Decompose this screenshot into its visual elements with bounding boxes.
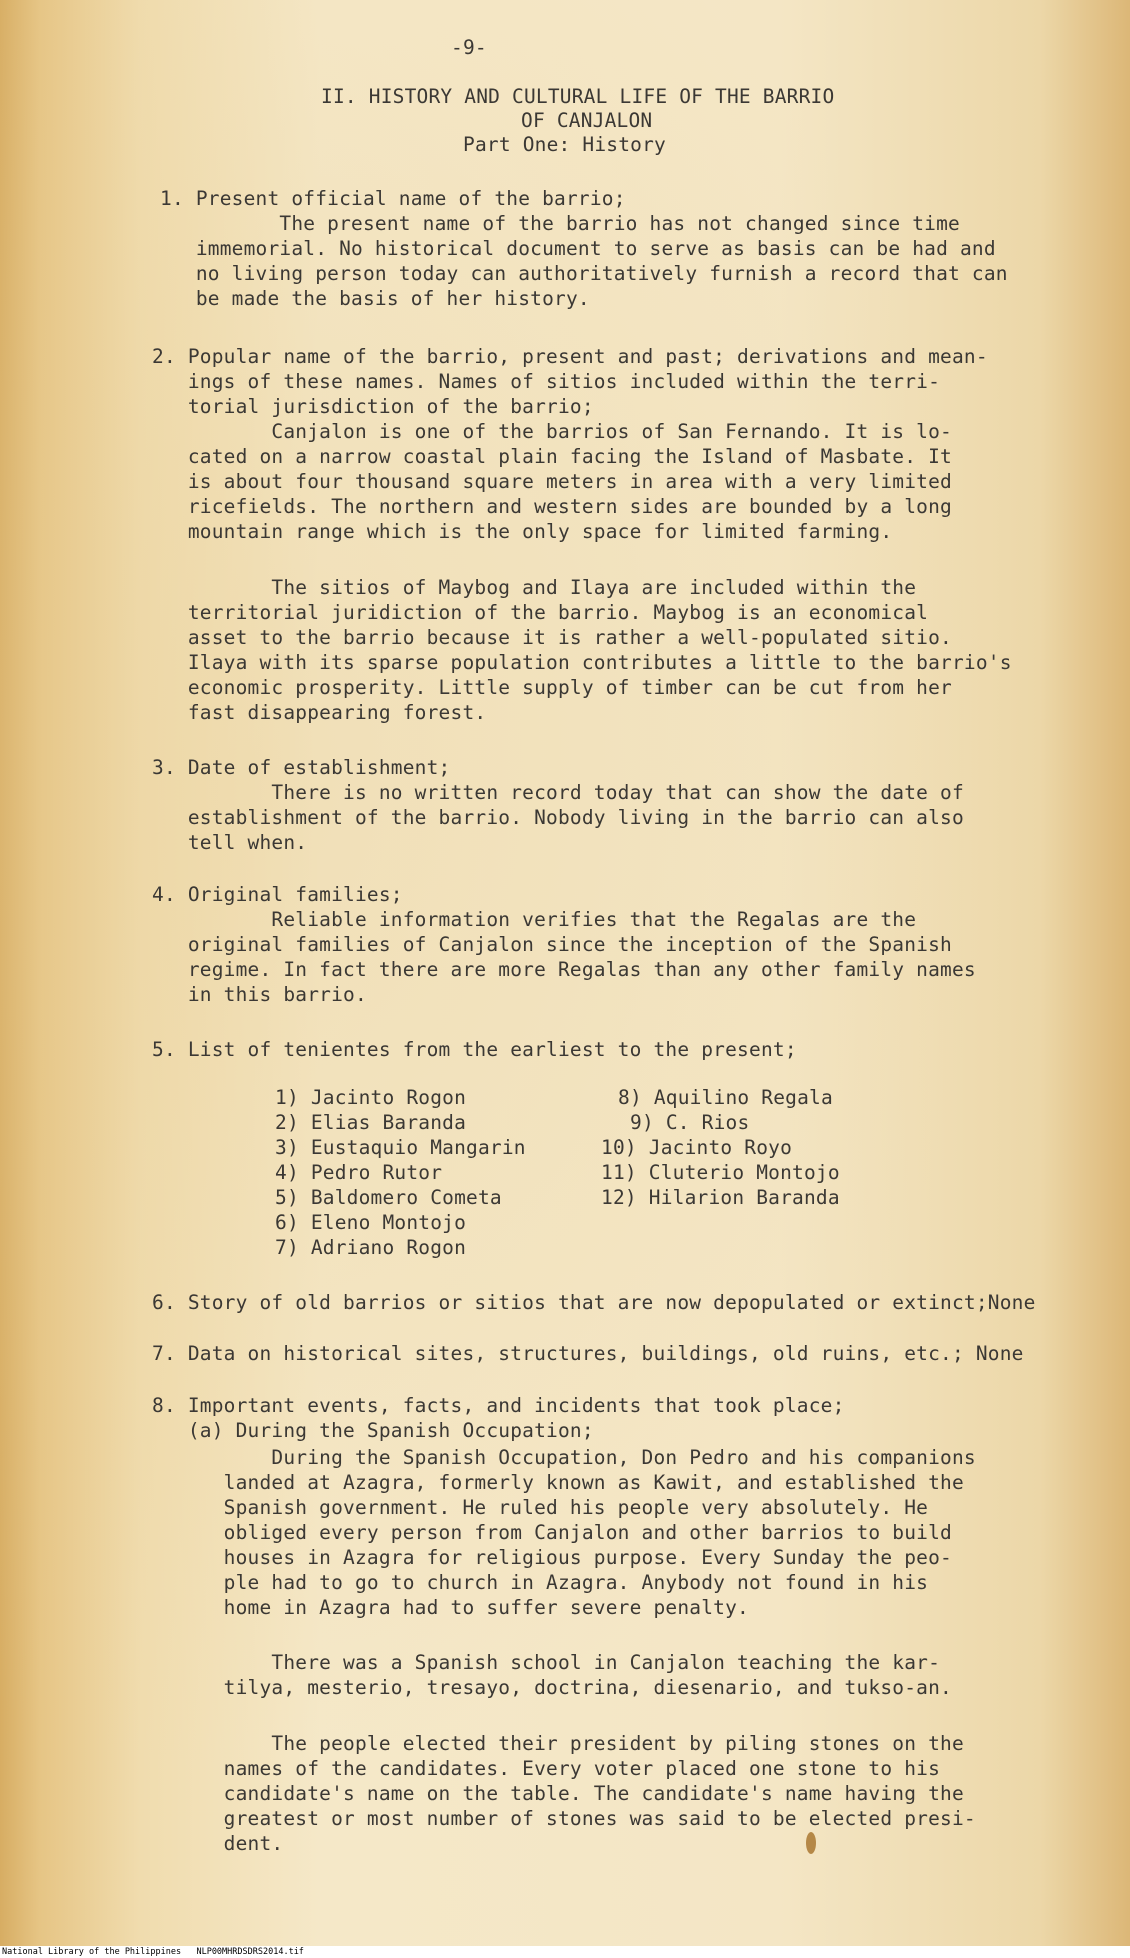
teniente-11: 11) Cluterio Montojo: [601, 1161, 840, 1184]
section-4-line-2: Reliable information verifies that the Regalas are the: [152, 908, 917, 931]
teniente-9: 9) C. Rios: [630, 1111, 750, 1134]
teniente-2: 2) Elias Baranda: [275, 1111, 467, 1134]
item-8-line-8: ple had to go to church in Azagra. Anybody not found in his: [152, 1571, 929, 1594]
item-6: 6. Story of old barrios or sitios that are now depopulated or extinct;None: [152, 1291, 1036, 1314]
section-1-line-2: The present name of the barrio has not changed since time: [160, 212, 960, 235]
section-2-line-3: torial jurisdiction of the barrio;: [152, 395, 594, 418]
item-8-para3-line-2: names of the candidates. Every voter placed one stone to his: [152, 1757, 941, 1780]
section-1-line-1: 1. Present official name of the barrio;: [160, 187, 626, 210]
teniente-5: 5) Baldomero Cometa: [275, 1186, 502, 1209]
item-8-line-9: home in Azagra had to suffer severe penalty.: [152, 1596, 749, 1619]
teniente-8: 8) Aquilino Regala: [618, 1086, 833, 1109]
section-4-line-1: 4. Original families;: [152, 883, 403, 906]
title-line-1: II. HISTORY AND CULTURAL LIFE OF THE BARRIO: [321, 85, 835, 108]
item-8-para3-line-4: greatest or most number of stones was said to be elected presi-: [152, 1807, 976, 1830]
page-number: -9-: [451, 36, 487, 59]
section-4-line-5: in this barrio.: [152, 983, 367, 1006]
scan-footer: [0, 1946, 1130, 1958]
section-2-line-5: cated on a narrow coastal plain facing the Island of Masbate. It: [152, 445, 952, 468]
section-2b-line-6: fast disappearing forest.: [152, 701, 487, 724]
item-8-para3-line-1: The people elected their president by piling stones on the: [152, 1732, 964, 1755]
item-8-para2-line-1: There was a Spanish school in Canjalon teaching the kar-: [152, 1651, 941, 1674]
teniente-12: 12) Hilarion Baranda: [601, 1186, 840, 1209]
section-2-line-6: is about four thousand square meters in area with a very limited: [152, 470, 952, 493]
item-8-line-5: Spanish government. He ruled his people very absolutely. He: [152, 1496, 929, 1519]
item-8-line-2: (a) During the Spanish Occupation;: [152, 1419, 594, 1442]
section-3-line-3: establishment of the barrio. Nobody living in the barrio can also: [152, 806, 964, 829]
section-4-line-3: original families of Canjalon since the inception of the Spanish: [152, 933, 952, 956]
section-2b-line-3: asset to the barrio because it is rather a well-populated sitio.: [152, 626, 952, 649]
section-2b-line-2: territorial juridiction of the barrio. Maybog is an economical: [152, 601, 929, 624]
footer-text: National Library of the Philippines NLP00MHRDSDRS2014.tif: [2, 1947, 304, 1957]
section-2b-line-4: Ilaya with its sparse population contributes a little to the barrio's: [152, 651, 1012, 674]
section-4-line-4: regime. In fact there are more Regalas than any other family names: [152, 958, 976, 981]
section-3-line-4: tell when.: [152, 831, 308, 854]
item-8-line-1: 8. Important events, facts, and incidents that took place;: [152, 1394, 845, 1417]
item-8-line-4: landed at Azagra, formerly known as Kawit, and established the: [152, 1471, 964, 1494]
section-3-line-2: There is no written record today that can show the date of: [152, 781, 964, 804]
teniente-10: 10) Jacinto Royo: [601, 1136, 793, 1159]
item-8-para3-line-3: candidate's name on the table. The candidate's name having the: [152, 1782, 964, 1805]
section-2-line-4: Canjalon is one of the barrios of San Fernando. It is lo-: [152, 420, 952, 443]
ink-blot: [806, 1832, 816, 1854]
section-2-line-7: ricefields. The northern and western sides are bounded by a long: [152, 495, 952, 518]
teniente-6: 6) Eleno Montojo: [275, 1211, 467, 1234]
item-8-para2-line-2: tilya, mesterio, tresayo, doctrina, diesenario, and tukso-an.: [152, 1676, 952, 1699]
title-line-3: Part One: History: [463, 133, 666, 156]
section-2b-line-5: economic prosperity. Little supply of timber can be cut from her: [152, 676, 952, 699]
teniente-3: 3) Eustaquio Mangarin: [275, 1136, 526, 1159]
teniente-1: 1) Jacinto Rogon: [275, 1086, 467, 1109]
section-1-line-4: no living person today can authoritatively furnish a record that can: [160, 262, 1008, 285]
item-7: 7. Data on historical sites, structures, buildings, old ruins, etc.; None: [152, 1342, 1024, 1365]
title-line-2: OF CANJALON: [521, 109, 653, 132]
section-2-line-2: ings of these names. Names of sitios included within the terri-: [152, 370, 941, 393]
section-1-line-3: immemorial. No historical document to serve as basis can be had and: [160, 237, 996, 260]
item-8-line-7: houses in Azagra for religious purpose. Every Sunday the peo-: [152, 1546, 952, 1569]
section-2-line-1: 2. Popular name of the barrio, present and past; derivations and mean-: [152, 345, 988, 368]
item-8-line-6: obliged every person from Canjalon and other barrios to build: [152, 1521, 952, 1544]
section-5-line-1: 5. List of tenientes from the earliest to the present;: [152, 1038, 797, 1061]
section-1-line-5: be made the basis of her history.: [160, 287, 590, 310]
item-8-para3-line-5: dent.: [152, 1832, 284, 1855]
item-8-line-3: During the Spanish Occupation, Don Pedro and his companions: [152, 1446, 976, 1469]
section-3-line-1: 3. Date of establishment;: [152, 756, 451, 779]
section-2-line-8: mountain range which is the only space for limited farming.: [152, 520, 893, 543]
section-2b-line-1: The sitios of Maybog and Ilaya are included within the: [152, 576, 917, 599]
teniente-7: 7) Adriano Rogon: [275, 1236, 467, 1259]
teniente-4: 4) Pedro Rutor: [275, 1161, 443, 1184]
